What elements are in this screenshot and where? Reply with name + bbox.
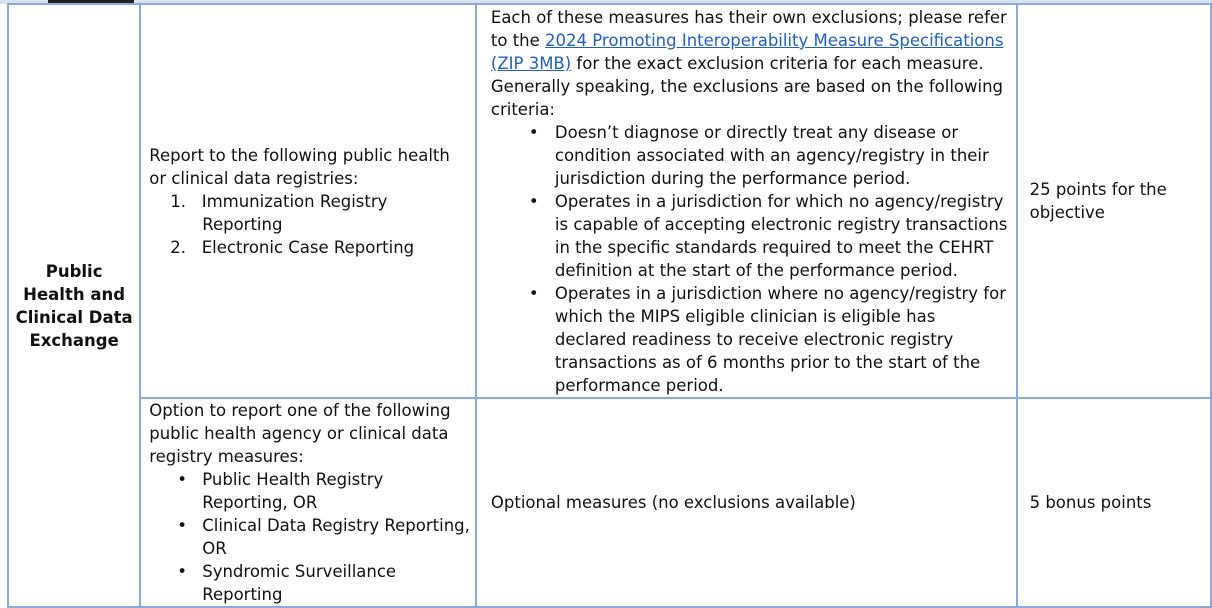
list-item: • Operates in a jurisdiction for which no agency/registry is capable of accepting electronic registry transactions in the specific standards required to meet the CEHRT definition at the start of the performance period. (491, 190, 1008, 282)
exclusion-text-pre: Each of these measures has their own exclusions; please refer to the (490, 8, 1007, 50)
requirement-intro: Report to the following public health or clinical data registries: (149, 145, 450, 188)
table-row (8, 4, 1211, 398)
points-value: 5 bonus points (1029, 493, 1152, 512)
list-item: • Doesn’t diagnose or directly treat any disease or condition associated with an agency/registry in their jurisdiction during the performance period. (491, 121, 1008, 190)
requirement-intro: Option to report one of the following public health agency or clinical data registry measures: (149, 401, 451, 466)
measures-table (7, 3, 1212, 608)
requirement-bullet-list (149, 468, 471, 606)
list-item: • Clinical Data Registry Reporting, OR (149, 514, 471, 560)
exclusion-cell (476, 4, 1017, 398)
category-label: Public Health and Clinical Data Exchange (15, 261, 133, 350)
exclusion-cell (476, 398, 1017, 607)
requirement-cell (140, 398, 476, 607)
points-cell (1017, 4, 1211, 398)
exclusion-text: Optional measures (no exclusions available) (490, 493, 856, 512)
category-cell (8, 4, 140, 607)
list-item: 2. Electronic Case Reporting (170, 237, 415, 257)
list-item: • Public Health Registry Reporting, OR (149, 468, 471, 514)
exclusion-text-post: for the exact exclusion criteria for each measure. Generally speaking, the exclusions are based on the following criteria: (490, 54, 1004, 119)
exclusion-criteria-list (491, 121, 1008, 397)
requirement-list (149, 190, 471, 259)
measure-specifications-link[interactable]: 2024 Promoting Interoperability Measure Specifications (ZIP 3MB) (490, 31, 1004, 73)
list-item: • Syndromic Surveillance Reporting (149, 560, 471, 606)
table-row (8, 398, 1211, 607)
list-item: • Operates in a jurisdiction where no agency/registry for which the MIPS eligible clinician is eligible has declared readiness to receive electronic registry transactions as of 6 months prior to the start of the performance period. (491, 282, 1008, 397)
points-cell (1017, 398, 1211, 607)
exclusion-intro (491, 6, 1008, 121)
list-item: 1. Immunization Registry Reporting (170, 191, 388, 234)
requirement-cell (140, 4, 476, 398)
points-value: 25 points for the objective (1029, 180, 1167, 222)
